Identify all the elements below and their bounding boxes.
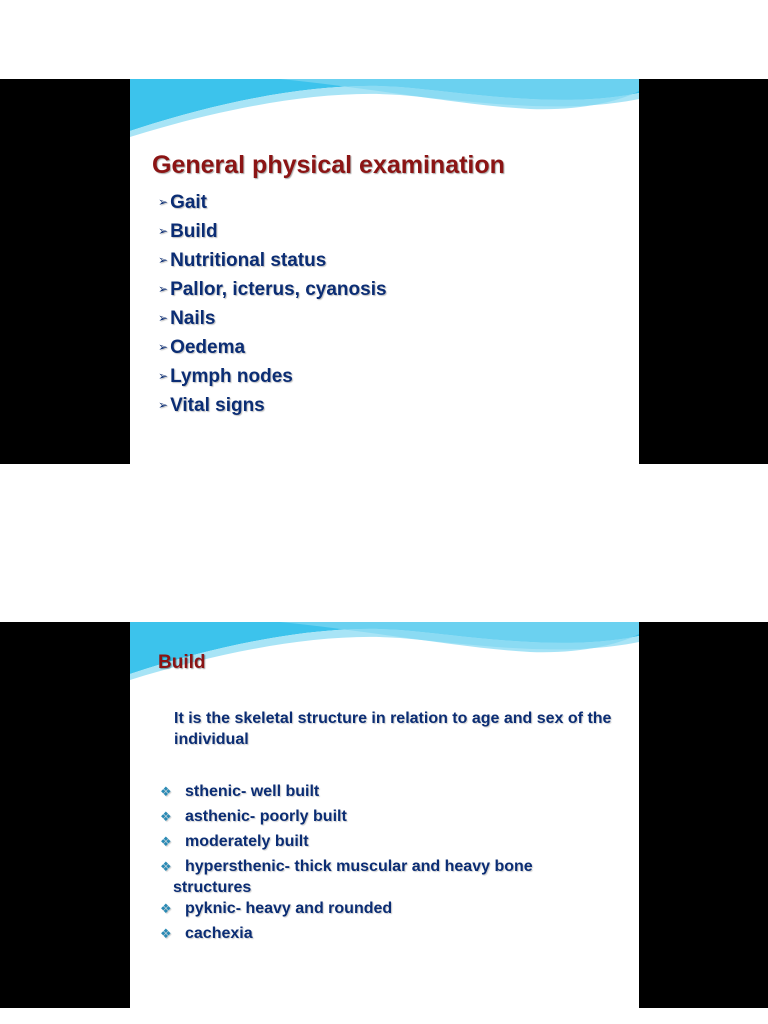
list-item-label: Gait xyxy=(170,192,208,213)
triangle-arrow-icon: ➢ xyxy=(158,282,169,296)
triangle-arrow-icon: ➢ xyxy=(158,340,169,354)
list-item xyxy=(160,898,630,923)
list-item-continuation: structures xyxy=(173,879,252,896)
list-item-label: moderately built xyxy=(185,833,309,850)
triangle-arrow-icon: ➢ xyxy=(158,195,169,209)
slide-title: Build xyxy=(158,652,206,673)
list-item-label: Vital signs xyxy=(170,395,265,416)
list-item xyxy=(158,191,387,220)
list-item-label: asthenic- poorly built xyxy=(185,808,347,825)
list-item xyxy=(158,220,387,249)
triangle-arrow-icon: ➢ xyxy=(158,253,169,267)
four-diamond-icon: ❖ xyxy=(160,859,172,874)
list-item xyxy=(158,278,387,307)
list-item xyxy=(158,336,387,365)
list-item-label: Build xyxy=(170,221,218,242)
four-diamond-icon: ❖ xyxy=(160,784,172,799)
list-item-label: Pallor, icterus, cyanosis xyxy=(170,279,387,300)
slide-title: General physical examination xyxy=(152,151,505,179)
list-item xyxy=(158,394,387,423)
list-item-label: Nails xyxy=(170,308,216,329)
four-diamond-icon: ❖ xyxy=(160,809,172,824)
list-item-label: Lymph nodes xyxy=(170,366,293,387)
four-diamond-icon: ❖ xyxy=(160,901,172,916)
list-item xyxy=(158,365,387,394)
list-item-label: sthenic- well built xyxy=(185,783,320,800)
triangle-arrow-icon: ➢ xyxy=(158,398,169,412)
list-item-label: hypersthenic- thick muscular and heavy bone xyxy=(185,858,533,875)
header-wave-decoration xyxy=(130,622,639,682)
list-item-label: cachexia xyxy=(185,925,253,942)
list-item xyxy=(160,831,630,856)
triangle-arrow-icon: ➢ xyxy=(158,224,169,238)
definition-text: It is the skeletal structure in relation to age and sex of the individual xyxy=(174,710,612,748)
list-item-label: Oedema xyxy=(170,337,246,358)
four-diamond-icon: ❖ xyxy=(160,834,172,849)
list-item-label: Nutritional status xyxy=(170,250,327,271)
list-item-label: pyknic- heavy and rounded xyxy=(185,900,393,917)
triangle-arrow-icon: ➢ xyxy=(158,369,169,383)
four-diamond-icon: ❖ xyxy=(160,926,172,941)
slide-band-1 xyxy=(0,79,768,464)
list-item xyxy=(160,923,630,948)
list-item xyxy=(160,856,630,898)
header-wave-decoration xyxy=(130,79,639,139)
triangle-arrow-icon: ➢ xyxy=(158,311,169,325)
list-item xyxy=(158,249,387,278)
slide-2 xyxy=(130,622,639,1008)
slide-1 xyxy=(130,79,639,464)
list-item xyxy=(160,781,630,806)
list-item xyxy=(160,806,630,831)
list-item xyxy=(158,307,387,336)
exam-list xyxy=(158,191,387,423)
build-types-list xyxy=(160,781,630,948)
slide-band-2 xyxy=(0,622,768,1008)
